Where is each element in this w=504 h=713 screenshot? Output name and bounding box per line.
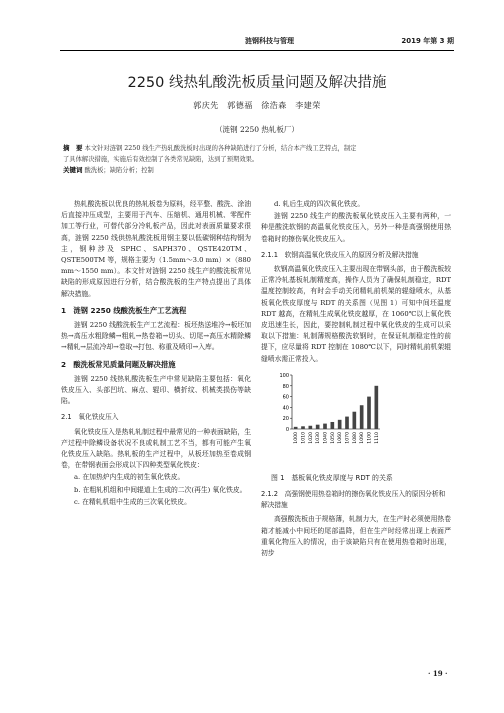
list-item: b. 在粗轧机组和中间辊道上生成的二次(再生) 氧化铁皮。 (74, 485, 247, 494)
chart-svg (274, 371, 384, 471)
abstract-label: 摘 要 (63, 144, 83, 152)
bar (316, 425, 320, 429)
soft-steel-paragraph: 软钢高温氧化铁皮压入主要出现在带钢头部，由于酸洗板较正常冷轧基板轧制精度高，操作人员为了确保轧制稳定，RDT 温度控制较高，有时会手动关闭精轧前机架的辊缝喷水，从基板氧化铁皮厚度与 RDT 的关系图（见图 1）可知中间坯温度 RDT 越高，在精轧生成氧化铁皮越厚，在 1060℃以上氧化铁皮迅速生长，因此，要控制轧制过程中氧化铁皮的生成可以采取以下措施：轧制薄规格酸洗软钢时，在保证轧制稳定性的前提下，应尽量将 RDT 控制在 1080℃以下，同时精轧前机架辊缝喷水需正常投入。 (261, 265, 451, 363)
y-tick-label: 40 (282, 405, 289, 412)
abstract-text-1: 本文针对涟钢 2250 线生产热轧酸洗板时出现的各种缺陷进行了分析，结合本产线工艺特点，制定 (84, 145, 357, 152)
figure-1-chart (274, 371, 384, 471)
list-item: a. 在加热炉内生成的初生氧化铁皮。 (74, 473, 185, 482)
x-tick-label: 1060 (338, 431, 344, 444)
abstract-text-2: 了具体解决措施，实施后有效控制了各类常见缺陷，达到了预期效果。 (63, 156, 259, 164)
page-number: · 19 · (428, 669, 448, 678)
affiliation: （涟钢 2250 热轧板厂） (215, 125, 299, 134)
x-tick-label: 1050 (330, 431, 336, 444)
x-tick-label: 1080 (352, 431, 358, 444)
list-item: d. 轧后生成的四次氧化铁皮。 (274, 200, 365, 208)
x-tick-label: 1110 (374, 431, 380, 444)
keywords-line (63, 165, 452, 176)
y-tick-label: 20 (282, 416, 289, 423)
x-tick-label: 1010 (301, 431, 307, 444)
paper-title: 2250 线热轧酸洗板质量问题及解决措施 (127, 75, 387, 91)
authors: 郭庆先 郭德福 徐浩森 李建荣 (193, 101, 321, 110)
keywords-text: 酸洗板；缺陷分析；控制 (84, 167, 154, 175)
bar (331, 422, 335, 429)
bar (294, 427, 298, 429)
scale-paragraph: 氧化铁皮压入是热轧轧制过程中最常见的一种表面缺陷，生产过程中除鳞设备状况不良或轧制工艺不当，都有可能产生氧化铁皮压入缺陷。热轧板的生产过程中，从板坯加热至卷成钢卷，在带钢表面会形成以下四种类型氧化铁皮： (61, 427, 251, 470)
keywords-label: 关键词 (63, 166, 83, 175)
high-strength-paragraph: 高强酸洗板由于规格薄，轧制力大，在生产时必须使用热卷箱才能减小中间坯的尾部温降，但在生产时经常出现上表面严重氧化物压入的情况，由于该缺陷只有在使用热卷箱时出现，初步 (261, 515, 451, 558)
x-tick-label: 1070 (345, 431, 351, 444)
x-tick-label: 1030 (316, 431, 322, 444)
y-tick-label: 60 (282, 394, 289, 401)
running-header (60, 36, 454, 50)
y-tick-label: 80 (282, 383, 289, 390)
intro-paragraph: 热轧酸洗板以优良的热轧板卷为原料，经平整、酸洗、涂油后直接冲压成型，主要用于汽车、压缩机、通用机械、零配件加工等行业，可替代部分冷轧板产品，因此对表面质量要求很高，涟钢 2250 线供热轧酸洗板用钢主要以低碳钢种结构钢为主，钢种涉及 SPHC、SAPH370、QSTE420TM、QSTE500TM 等，规格主要为（1.5mm～3.0 mm）×（880 mm～1550 mm）。本文针对涟钢 2250 线生产的酸洗板常见缺陷的形成原因进行分析，结合酸洗板的生产特点提出了具体解决措施。 (61, 200, 251, 298)
bar (375, 386, 379, 429)
y-tick-label: 0 (285, 426, 289, 433)
scale-types-paragraph: 涟钢 2250 线生产的酸洗板氧化铁皮压入主要有两种，一种是酸洗软钢的高温氧化铁皮压入，另外一种是高强钢使用热卷箱时的擦伤氧化铁皮压入。 (261, 212, 451, 243)
abstract-line-2 (63, 154, 452, 165)
defects-paragraph: 涟钢 2250 线热轧酸洗板生产中常见缺陷主要包括：氧化铁皮压入、头部凹坑、麻点、辊印、横折纹、机械类损伤等缺陷。 (61, 374, 251, 406)
process-paragraph: 涟钢 2250 线酸洗板生产工艺流程：板坯热送堆冷→板坯加热→高压水粗除鳞→粗轧→热卷箱→切头、切尾→高压水精除鳞→精轧→层流冷却→卷取→打包、称重及喷印→入库。 (61, 321, 251, 352)
abstract-line-1 (63, 143, 452, 154)
x-tick-label: 1000 (294, 431, 300, 444)
issue-number: 2019 年第 3 期 (401, 37, 454, 45)
subsection-heading-2-1: 2.1 氧化铁皮压入 (61, 413, 119, 422)
bar (323, 423, 327, 428)
abstract-block (63, 143, 452, 177)
bar (301, 426, 305, 429)
bar (338, 420, 342, 429)
journal-name: 涟钢科技与管理 (245, 37, 294, 45)
scale-type-list (61, 472, 251, 508)
left-column (61, 199, 251, 509)
bar (353, 412, 357, 429)
x-tick-label: 1040 (323, 431, 329, 444)
x-tick-label: 1090 (360, 431, 366, 444)
bar (367, 396, 371, 428)
figure-1-caption: 图 1 基板氧化铁皮厚度与 RDT 的关系 (271, 473, 393, 482)
subsection-heading-2-1-1: 2.1.1 软钢高温氧化铁皮压入的原因分析及解决措施 (261, 250, 419, 259)
bar (360, 405, 364, 429)
subsection-heading-2-1-2: 2.1.2 高强钢使用热卷箱时的擦伤氧化铁皮压入的原因分析和解决措施 (261, 490, 446, 510)
bar (345, 416, 349, 428)
right-column (261, 199, 451, 560)
bar (309, 426, 313, 429)
y-tick-label: 100 (279, 372, 289, 379)
section-heading-2: 2 酸洗板常见质量问题及解决措施 (61, 359, 176, 369)
list-item: c. 在精轧机组中生成的三次氧化铁皮。 (74, 497, 191, 506)
x-tick-label: 1100 (367, 431, 373, 444)
x-tick-label: 1020 (308, 431, 314, 444)
header-rule (60, 50, 454, 51)
section-heading-1: 1 涟钢 2250 线酸洗板生产工艺流程 (61, 305, 187, 315)
